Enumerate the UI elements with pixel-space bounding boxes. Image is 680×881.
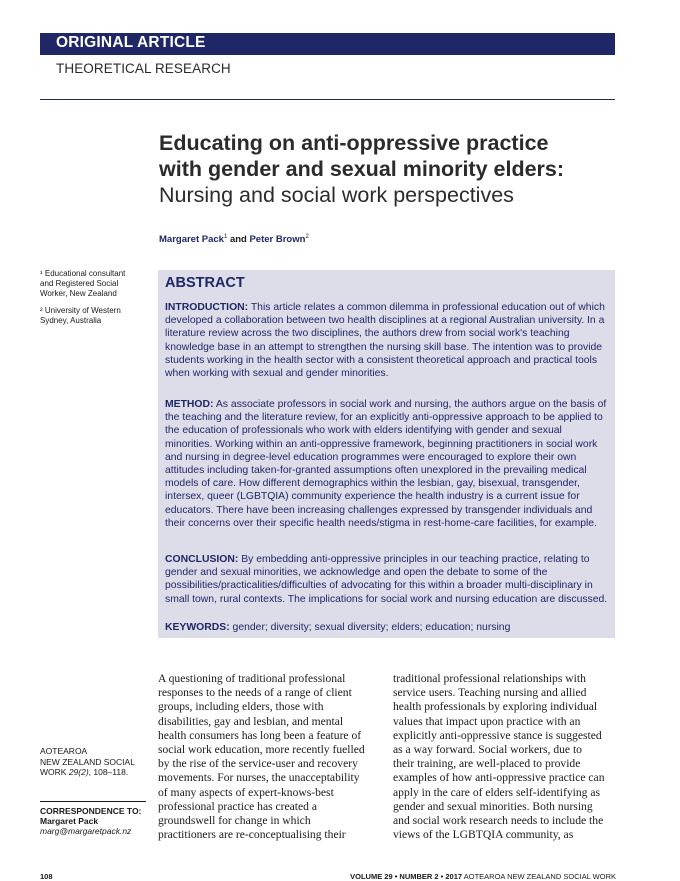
section-label: INTRODUCTION: xyxy=(165,302,249,313)
section-label: KEYWORDS: xyxy=(165,622,230,633)
abstract-keywords xyxy=(165,621,610,634)
title-line-2: with gender and sexual minority elders: xyxy=(159,157,565,181)
body-column-1: A questioning of traditional professional responses to the needs of a range of client groups, including elders, those with disabilities, gay and lesbian, and mental health consumers has long been a feature of social work education, more recently fuelled by the rise of the service-user and recovery movements. For nurses, the unacceptability of many aspects of expert-knows-best professional practice has created a groundswell for change in which practitioners are re-conceptualising their xyxy=(158,672,365,842)
journal-citation xyxy=(40,746,150,778)
title-line-1: Educating on anti-oppressive practice xyxy=(159,131,549,155)
author-affiliation-mark: 2 xyxy=(305,234,309,240)
section-text: As associate professors in social work and nursing, the authors argue on the basis of the teaching and the literature review, for an explicitly anti-oppressive approach to be applied to the education of professionals who work with elders identifying with gender and sexual minorities. Working within an anti-oppressive framework, beginning practitioners in social work and nursing in degree-level education programmes were encouraged to explore their own attitudes including taken-for-granted assumptions often unexplored in the prevailing medical models of care. How different demographics within the lesbian, gay, bisexual, transgender, intersex, queer (LGBTQIA) community experience the health industry is a current issue for educators. There have been increasing challenges expressed by transgender individuals and their concerns over their specific health needs/stigma in rest-home-care facilities, for example. xyxy=(165,399,607,529)
page-number: 108 xyxy=(40,872,53,881)
abstract-introduction xyxy=(165,301,610,380)
journal-line: AOTEAROA xyxy=(40,746,88,756)
volume-info: VOLUME 29 • NUMBER 2 • 2017 xyxy=(350,872,463,881)
article-subtitle: Nursing and social work perspectives xyxy=(159,183,514,207)
author-name[interactable]: Margaret Pack xyxy=(159,234,224,246)
page-range: , 108–118. xyxy=(88,767,129,777)
correspondence-label: CORRESPONDENCE TO: xyxy=(40,806,142,816)
journal-line: NEW ZEALAND SOCIAL xyxy=(40,756,135,767)
author-name[interactable]: Peter Brown xyxy=(249,234,306,246)
author-list xyxy=(159,234,309,245)
journal-line-3 xyxy=(40,767,150,778)
abstract-method xyxy=(165,398,610,530)
correspondence-email[interactable]: marg@margaretpack.nz xyxy=(40,826,132,836)
section-label: CONCLUSION: xyxy=(165,554,239,565)
affiliation-line: ¹ Educational consultant xyxy=(40,269,126,278)
affiliation-line: Sydney, Australia xyxy=(40,316,102,325)
affiliation-2 xyxy=(40,306,140,326)
keywords-text: gender; diversity; sexual diversity; elders; education; nursing xyxy=(232,622,511,633)
article-category-banner xyxy=(40,33,615,55)
correspondence-name: Margaret Pack xyxy=(40,816,99,826)
affiliation-line: ² University of Western xyxy=(40,306,121,315)
author-conjunction: and xyxy=(229,234,247,246)
author-affiliation-mark: 1 xyxy=(223,234,228,240)
affiliation-line: Worker, New Zealand xyxy=(40,289,117,298)
correspondence-block xyxy=(40,806,160,836)
section-label: METHOD: xyxy=(165,399,214,410)
section-text: This article relates a common dilemma in professional education out of which developed a collaboration between two health disciplines at a regional Australian university. In a literature review across the two disciplines, the authors drew from social work's teaching knowledge base in an attempt to strengthen the nursing skill base. The intention was to provide students working in the health sector with a consistent theoretical approach and practical tools when working with sexual and gender minorities. xyxy=(165,302,605,380)
volume-issue: 29(2) xyxy=(68,767,89,777)
correspondence-divider xyxy=(40,801,146,802)
article-subcategory: THEORETICAL RESEARCH xyxy=(56,61,231,76)
affiliation-1 xyxy=(40,269,140,299)
body-column-2: traditional professional relationships with service users. Teaching nursing and allied health professionals by exploring individual values that impact upon practice with an explicitly anti-oppressive stance is suggested as a way forward. Social workers, due to their training, are well-placed to provide examples of how anti-oppressive practice can apply in the care of elders self-identifying as gender and sexual minorities. Both nursing and social work research needs to include the views of the LGBTQIA community, as xyxy=(393,672,605,842)
journal-name-end: WORK xyxy=(40,767,69,777)
article-title xyxy=(159,130,619,208)
abstract-heading: ABSTRACT xyxy=(165,275,245,291)
abstract-conclusion xyxy=(165,553,610,606)
affiliation-line: and Registered Social xyxy=(40,279,119,288)
journal-name: AOTEAROA NEW ZEALAND SOCIAL WORK xyxy=(463,872,616,881)
article-category: ORIGINAL ARTICLE xyxy=(56,34,206,51)
section-text: By embedding anti-oppressive principles in our teaching practice, relating to gender and sexual minorities, we acknowledge and open the debate to some of the possibilities/practicalities/difficulties of advocating for this within a broader multi-disciplinary in small town, rural contexts. The implications for social work and nursing education are discussed. xyxy=(165,554,608,605)
header-divider xyxy=(40,99,615,100)
